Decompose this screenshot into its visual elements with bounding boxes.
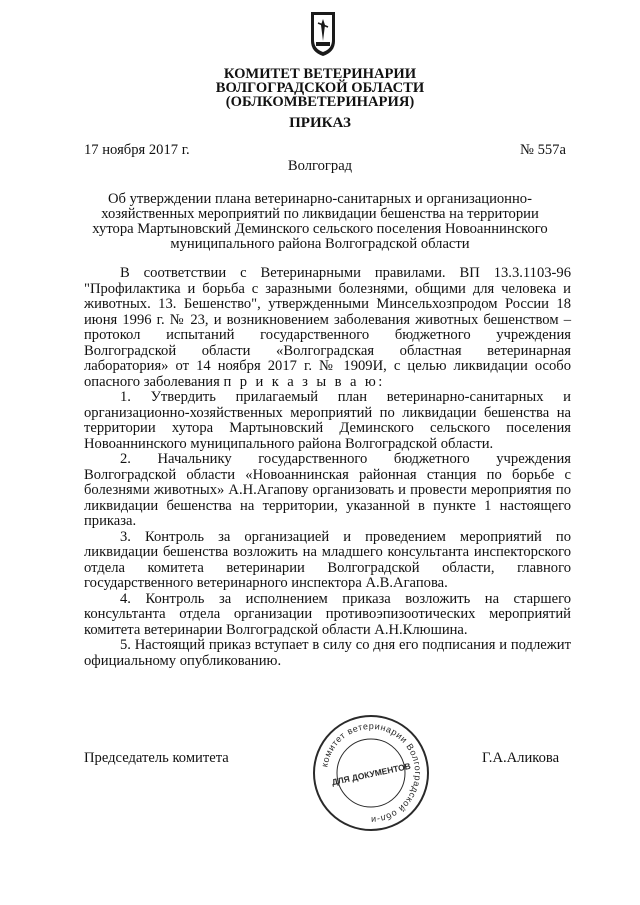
- doc-number: № 557а: [520, 142, 566, 158]
- signatory-name: Г.А.Аликова: [482, 750, 560, 766]
- order-item-5: 5. Настоящий приказ вступает в силу со дня его подписания и подлежит официальному опубликованию.: [84, 637, 571, 669]
- order-item-1: 1. Утвердить прилагаемый план ветеринарно-санитарных и организационно-хозяйственных мероприятий по ликвидации бешенства на территории хутора Мартыновский Деминского сельского поселения Новоаннинского муниципального района Волгоградской области.: [84, 389, 571, 452]
- stamp-ring-text: комитет ветеринарии Волгоградской обл-и: [319, 720, 424, 826]
- org-name-line2: ВОЛГОГРАДСКОЙ ОБЛАСТИ: [215, 80, 425, 96]
- org-name-line1: КОМИТЕТ ВЕТЕРИНАРИИ: [223, 66, 417, 82]
- stamp-center-text: ДЛЯ ДОКУМЕНТОВ: [330, 760, 412, 788]
- order-item-3: 3. Контроль за организацией и проведением мероприятий по ликвидации бешенства возложить на младшего консультанта инспекторского отдела комитета ветеринарии Волгоградской области, главного государственного ветеринарного инспектора А.В.Агапова.: [84, 528, 571, 591]
- preamble: [84, 266, 571, 390]
- coat-of-arms-icon: [310, 11, 336, 57]
- preamble-text: В соответствии с Ветеринарными правилами. ВП 13.3.1103-96 "Профилактика и борьба с заразными болезнями, общими для человека и животных. 13. Бешенство", утвержденными Минсельхозпродом России 18 июня 1996 г. № 23, и возникновением заболевания животных бешенством – протокол испытаний государственного бюджетного учреждения Волгоградской области «Волгоградская областная ветеринарная лаборатория» от 14 ноября 2017 г. № 1909И, с целью ликвидации особо опасного заболевания: [84, 265, 571, 390]
- order-word: п р и к а з ы в а ю:: [223, 373, 385, 390]
- doc-city: Волгоград: [287, 158, 353, 174]
- org-name-line3: (ОБЛКОМВЕТЕРИНАРИЯ): [225, 94, 415, 110]
- doc-body: [84, 266, 571, 669]
- signatory-title: Председатель комитета: [84, 750, 229, 766]
- order-item-4: 4. Контроль за исполнением приказа возложить на старшего консультанта отдела организации противоэпизоотических мероприятий комитета ветеринарии Волгоградской области А.Н.Клюшина.: [84, 590, 571, 638]
- official-stamp: [311, 713, 431, 833]
- doc-date: 17 ноября 2017 г.: [84, 142, 190, 158]
- doc-subject: Об утверждении плана ветеринарно-санитарных и организационно-хозяйственных мероприятий по ликвидации бешенства на территории хутора Мартыновский Деминского сельского поселения Новоаннинского муниципального района Волгоградской области: [92, 191, 548, 252]
- order-item-2: 2. Начальнику государственного бюджетного учреждения Волгоградской области «Новоаннинская районная станция по борьбе с болезнями животных» А.Н.Агапову организовать и провести мероприятия по ликвидации бешенства на территории, указанной в пункте 1 настоящего приказа.: [84, 451, 571, 529]
- doc-type: ПРИКАЗ: [289, 115, 351, 131]
